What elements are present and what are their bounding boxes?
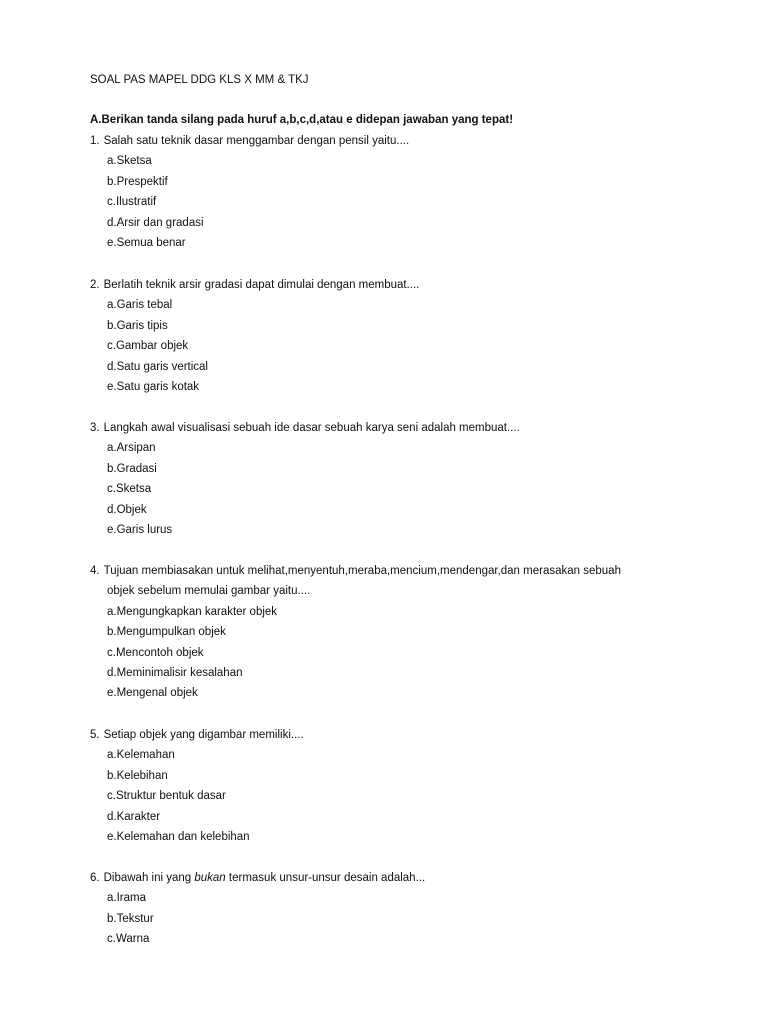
question-stem: Berlatih teknik arsir gradasi dapat dimulai dengan membuat....	[103, 279, 420, 291]
answer-option-d: d.Satu garis vertical	[107, 360, 208, 373]
answer-option-e: e.Kelemahan dan kelebihan	[107, 830, 250, 843]
question-stem-continued: objek sebelum memulai gambar yaitu....	[107, 585, 311, 598]
answer-option-b: b.Kelebihan	[107, 769, 168, 782]
answer-option-c: c.Warna	[107, 933, 150, 946]
answer-option-b: b.Mengumpulkan objek	[107, 626, 226, 639]
answer-option-b: b.Prespektif	[107, 175, 168, 188]
question-stem-before: Dibawah ini yang	[103, 872, 195, 884]
question-4	[90, 563, 690, 706]
question-1	[90, 133, 690, 255]
question-stem: Salah satu teknik dasar menggambar dengan pensil yaitu....	[103, 135, 410, 147]
document-title: SOAL PAS MAPEL DDG KLS X MM & TKJ	[90, 74, 309, 86]
answer-option-c: c.Gambar objek	[107, 340, 189, 353]
question-2	[90, 277, 690, 399]
answer-option-e: e.Garis lurus	[107, 523, 173, 536]
question-stem: Setiap objek yang digambar memiliki....	[103, 729, 304, 741]
answer-option-c: c.Struktur bentuk dasar	[107, 790, 226, 803]
answer-option-d: d.Karakter	[107, 810, 161, 823]
question-text	[90, 563, 690, 583]
answer-option-b: b.Gradasi	[107, 462, 157, 475]
section-instruction: A.Berikan tanda silang pada huruf a,b,c,d,atau e didepan jawaban yang tepat!	[90, 114, 514, 126]
answer-option-e: e.Mengenal objek	[107, 687, 198, 700]
question-stem-after: termasuk unsur-unsur desain adalah...	[225, 872, 426, 884]
answer-option-a: a.Sketsa	[107, 155, 152, 168]
question-number: 4.	[90, 565, 100, 577]
answer-option-d: d.Objek	[107, 503, 147, 516]
question-number: 3.	[90, 422, 100, 434]
answer-option-a: a.Mengungkapkan karakter objek	[107, 605, 278, 618]
answer-option-a: a.Irama	[107, 892, 146, 905]
question-number: 5.	[90, 729, 100, 741]
question-number: 1.	[90, 135, 100, 147]
answer-option-e: e.Satu garis kotak	[107, 380, 200, 393]
question-stem: Tujuan membiasakan untuk melihat,menyentuh,meraba,mencium,mendengar,dan merasakan sebuah	[103, 565, 621, 577]
question-text	[90, 277, 690, 297]
question-text	[90, 870, 690, 890]
answer-option-b: b.Garis tipis	[107, 319, 168, 332]
question-number: 6.	[90, 872, 100, 884]
answer-option-d: d.Meminimalisir kesalahan	[107, 666, 243, 679]
answer-option-c: c.Mencontoh objek	[107, 646, 204, 659]
question-text	[90, 133, 690, 153]
question-text	[90, 727, 690, 747]
question-stem-emphasis: bukan	[194, 872, 226, 884]
answer-option-a: a.Garis tebal	[107, 299, 173, 312]
question-text	[90, 420, 690, 440]
question-6	[90, 870, 690, 952]
answer-option-b: b.Tekstur	[107, 912, 154, 925]
answer-option-c: c.Ilustratif	[107, 196, 157, 209]
answer-option-d: d.Arsir dan gradasi	[107, 216, 204, 229]
answer-option-e: e.Semua benar	[107, 236, 186, 249]
question-stem: Langkah awal visualisasi sebuah ide dasar sebuah karya seni adalah membuat....	[103, 422, 520, 434]
question-3	[90, 420, 690, 542]
answer-option-c: c.Sketsa	[107, 483, 152, 496]
question-5	[90, 727, 690, 849]
answer-option-a: a.Arsipan	[107, 442, 156, 455]
answer-option-a: a.Kelemahan	[107, 749, 175, 762]
question-number: 2.	[90, 279, 100, 291]
